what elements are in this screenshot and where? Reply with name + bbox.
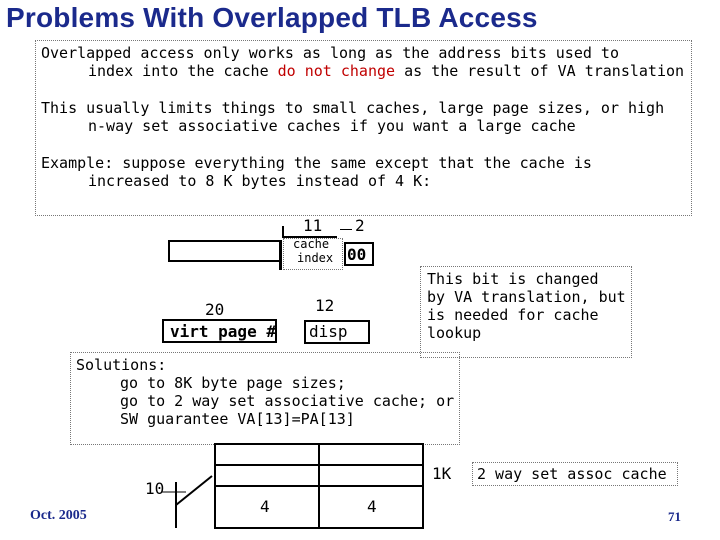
bottom-label-4b: 4: [367, 497, 377, 516]
para1-line1: Overlapped access only works as long as the address bits used to: [41, 44, 619, 62]
footer-date: Oct. 2005: [30, 508, 87, 523]
index-arrow: [160, 470, 220, 530]
bits-2-label: 2: [355, 216, 365, 235]
para3-line2: increased to 8 K bytes instead of 4 K:: [88, 172, 432, 190]
cache-divider: [318, 443, 320, 529]
bottom-label-10: 10: [145, 479, 165, 498]
bits-20-label: 20: [205, 300, 225, 319]
assoc-label: 2 way set assoc cache: [477, 465, 667, 483]
bottom-label-4a: 4: [260, 497, 270, 516]
note-line3: is needed for cache: [427, 306, 599, 324]
solutions-line1: Solutions:: [76, 356, 167, 374]
note-line4: lookup: [427, 324, 482, 342]
bits-11-label: 11: [303, 216, 323, 235]
para2-line1: This usually limits things to small caches, large page sizes, or high: [41, 99, 665, 117]
page-title: Problems With Overlapped TLB Access: [6, 2, 538, 33]
solutions-line2: go to 8K byte page sizes;: [120, 374, 346, 392]
note-line1: This bit is changed: [427, 270, 599, 288]
changed-bit-marker: [279, 240, 282, 270]
offset-00-label: 00: [347, 245, 367, 264]
solutions-line4: SW guarantee VA[13]=PA[13]: [120, 410, 355, 428]
index-label: index: [297, 251, 334, 265]
note-line2: by VA translation, but: [427, 288, 626, 306]
para3-line1: Example: suppose everything the same except that the cache is: [41, 154, 592, 172]
para1-line2-pre: index into the cache: [88, 62, 278, 80]
cache-size-label: 1K: [432, 464, 452, 483]
bits-11-bracket-left: [282, 226, 284, 238]
para2-line2: n-way set associative caches if you want a large cache: [88, 117, 576, 135]
virt-page-label: virt page #: [170, 322, 276, 341]
para1-line2: [88, 63, 684, 80]
solutions-line3: go to 2 way set associative cache; or: [120, 392, 455, 410]
cache-label: cache: [293, 237, 330, 251]
disp-label: disp: [309, 322, 348, 341]
bits-12-label: 12: [315, 296, 335, 315]
para1-highlight: do not change: [277, 62, 396, 80]
page-number: 71: [668, 509, 681, 524]
bits-2-arrow: [340, 229, 352, 230]
upper-address-box: [168, 240, 281, 262]
para1-line2-post: as the result of VA translation: [395, 62, 685, 80]
